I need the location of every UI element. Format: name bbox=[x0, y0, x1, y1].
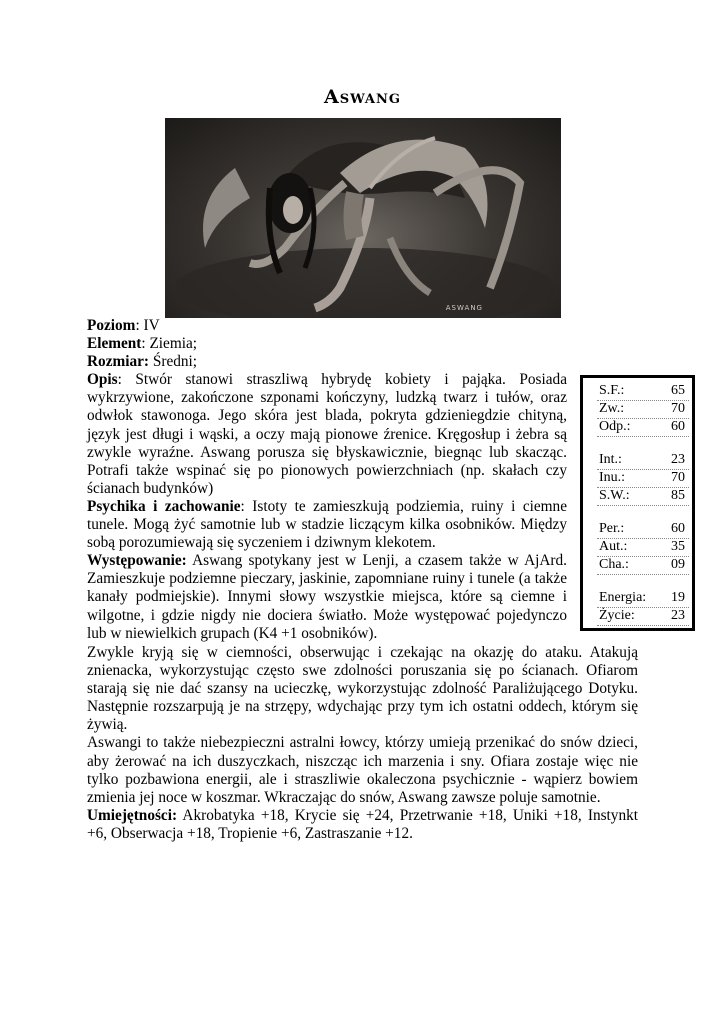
poziom-label: Poziom bbox=[87, 317, 136, 334]
umiejetnosci-label: Umiejętności: bbox=[87, 806, 178, 824]
stat-label: Życie: bbox=[599, 608, 635, 623]
wystepowanie-label: Występowanie: bbox=[87, 552, 187, 570]
stat-label: Energia: bbox=[599, 590, 647, 605]
stat-row-inu bbox=[597, 470, 689, 488]
astral-paragraph: Aswangi to także niebezpieczni astralni łowcy, którzy umieją przenikać do snów dzieci, aby żerować na ich duszyczkach, niszcząc ich marzenia i sny. Ofiara zostaje więc nie tylko pozbawiona energii, ale i straszliwie okaleczona psychicznie - wąpierz bowiem zmienia jej noce w koszmar. Wkraczając do snów, Aswang zawsze poluje samotnie. bbox=[87, 734, 638, 806]
opis-label: Opis bbox=[87, 371, 118, 389]
stat-row-zycie bbox=[597, 608, 689, 626]
umiejetnosci-paragraph bbox=[87, 807, 638, 843]
stat-value: 19 bbox=[671, 590, 685, 605]
element-label: Element bbox=[87, 335, 142, 353]
psychika-text: : Istoty te zamieszkują podziemia, ruiny i ciemne tunele. Mogą żyć samotnie lub w stadzie liczącym kilka osobników. Między sobą porozumiewają się syczeniem i dziwnym klekotem. bbox=[87, 497, 567, 552]
stat-label: Odp.: bbox=[599, 419, 631, 434]
stat-row-odp bbox=[597, 419, 689, 437]
behavior-column bbox=[87, 644, 638, 843]
stat-row-sf bbox=[597, 383, 689, 401]
wystepowanie-text: Aswang spotykany jest w Lenji, a czasem także w AjArd. Zamieszkuje podziemne pieczary, jaskinie, zapomniane ruiny i tunele (a także kanały podmiejskie). Innymi słowy wszystkie miejsca, które są ciemne i wilgotne, i gdzie nigdy nie dociera światło. Może występować pojedynczo lub w niewielkich grupach (K4 +1 osobników). bbox=[87, 552, 567, 642]
stat-row-energia bbox=[597, 590, 689, 608]
stat-label: Per.: bbox=[599, 521, 625, 536]
stat-value: 85 bbox=[671, 488, 685, 503]
stat-row-int bbox=[597, 452, 689, 470]
stat-value: 60 bbox=[671, 521, 685, 536]
opis-text: : Stwór stanowi straszliwą hybrydę kobiety i pająka. Posiada wykrzywione, zakończone szponami kończyny, ludzką twarz i tułów, oraz odwłok stawonoga. Jego skóra jest blada, pokryta gdzieniegdzie chityną, język jest długi i wąski, a oczy mają pionowe źrenice. Kręgosłup i żebra są zwykle wyraźne. Aswang porusza się błyskawicznie, biegnąc lub skacząc. Potrafi także wspinać się po pionowych powierzchniach (np. skałach czy ścianach budynków) bbox=[87, 371, 567, 497]
stat-block bbox=[580, 375, 695, 631]
stat-row-sw bbox=[597, 488, 689, 506]
stat-label: S.F.: bbox=[599, 383, 625, 398]
stat-value: 65 bbox=[671, 383, 685, 398]
behavior-paragraph: Zwykle kryją się w ciemności, obserwując i czekając na okazję do ataku. Atakują znienacka, wykorzystując często swe zdolności poruszania się po ścianach. Ofiarom starają się nie dać szansy na ucieczkę, wykorzystując zdolność Paraliżującego Dotyku. Następnie rozszarpują je na strzępy, wdychając przy tym ich ostatni oddech, którym się żywią. bbox=[87, 644, 638, 734]
rozmiar-label: Rozmiar: bbox=[87, 353, 150, 371]
stat-value: 60 bbox=[671, 419, 685, 434]
stat-label: Zw.: bbox=[599, 401, 625, 416]
element-value: : Ziemia; bbox=[141, 335, 198, 353]
stat-value: 23 bbox=[671, 608, 685, 623]
stat-row-cha bbox=[597, 557, 689, 575]
poziom-value: : IV bbox=[135, 317, 160, 334]
rozmiar-line bbox=[87, 353, 567, 371]
opis-paragraph bbox=[87, 371, 567, 498]
stat-row-zw bbox=[597, 401, 689, 419]
creature-drawing bbox=[165, 118, 561, 318]
description-column bbox=[87, 317, 567, 643]
creature-illustration bbox=[165, 118, 561, 318]
poziom-line bbox=[87, 317, 567, 335]
umiejetnosci-text: Akrobatyka +18, Krycie się +24, Przetrwanie +18, Uniki +18, Instynkt +6, Obserwacja +18, Tropienie +6, Zastraszanie +12. bbox=[87, 806, 638, 842]
stat-label: Inu.: bbox=[599, 470, 626, 485]
stat-value: 23 bbox=[671, 452, 685, 467]
stat-value: 09 bbox=[671, 557, 685, 572]
stat-value: 70 bbox=[671, 470, 685, 485]
stat-value: 35 bbox=[671, 539, 685, 554]
wystepowanie-paragraph bbox=[87, 552, 567, 642]
stat-row-per bbox=[597, 521, 689, 539]
stat-label: Cha.: bbox=[599, 557, 629, 572]
psychika-label: Psychika i zachowanie bbox=[87, 497, 241, 515]
page-title: Aswang bbox=[324, 86, 401, 108]
stat-label: Aut.: bbox=[599, 539, 628, 554]
stat-label: S.W.: bbox=[599, 488, 630, 503]
stat-row-aut bbox=[597, 539, 689, 557]
stat-value: 70 bbox=[671, 401, 685, 416]
image-watermark: ASWANG bbox=[445, 304, 483, 312]
rozmiar-value: Średni; bbox=[149, 353, 198, 371]
stat-label: Int.: bbox=[599, 452, 622, 467]
psychika-paragraph bbox=[87, 498, 567, 552]
element-line bbox=[87, 335, 567, 353]
